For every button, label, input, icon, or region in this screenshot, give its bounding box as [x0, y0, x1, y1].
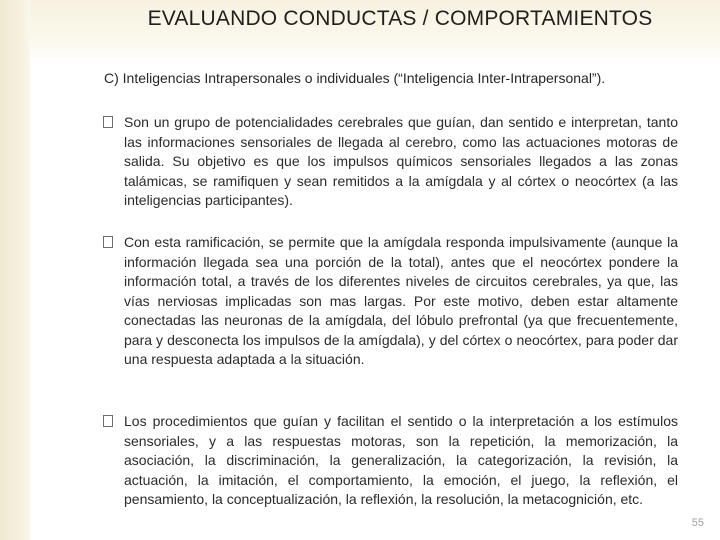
hollow-square-icon — [103, 415, 113, 427]
page-number: 55 — [691, 517, 704, 529]
hollow-square-icon — [103, 236, 113, 248]
bullet-text: Los procedimientos que guían y facilitan el sentido o la interpretación a los estímulos sensoriales, y a las respuestas motoras, son la repetición, la memorización, la asociación, la discriminación, la generalización, la categorización, la revisión, la actuación, la imitación, el comportamiento, la emoción, el juego, la reflexión, el pensamiento, la conceptualización, la reflexión, la resolución, la metacognición, etc. — [124, 413, 678, 507]
hollow-square-icon — [103, 116, 113, 128]
bullet-text: Con esta ramificación, se permite que la amígdala responda impulsivamente (aunque la información llegada sea una porción de la total), antes que el neocórtex pondere la información total, a través de los diferentes niveles de circuitos cerebrales, ya que, las vías nerviosas implicadas son mas largas. Por este motivo, deben estar altamente conectadas las neuronas de la amígdala, del lóbulo prefrontal (ya que frecuentemente, para y desconecta los impulsos de la amígdala), y del córtex o neocórtex, para poder dar una respuesta adaptada a la situación. — [124, 234, 678, 367]
slide-title: EVALUANDO CONDUCTAS / COMPORTAMIENTOS — [147, 7, 653, 30]
slide-subtitle: C) Inteligencias Intrapersonales o individuales (“Inteligencia Inter-Intrapersonal”). — [104, 70, 606, 86]
bullet-text: Son un grupo de potencialidades cerebrales que guían, dan sentido e interpretan, tanto las informaciones sensoriales de llegada al cerebro, como las actuaciones motoras de salida. Su objetivo es que los impulsos químicos sensoriales llegados a las zonas talámicas, se ramifiquen y sean remitidos a la amígdala y al córtex o neocórtex (a las inteligencias participantes). — [124, 114, 678, 208]
left-decor-band — [0, 0, 30, 540]
